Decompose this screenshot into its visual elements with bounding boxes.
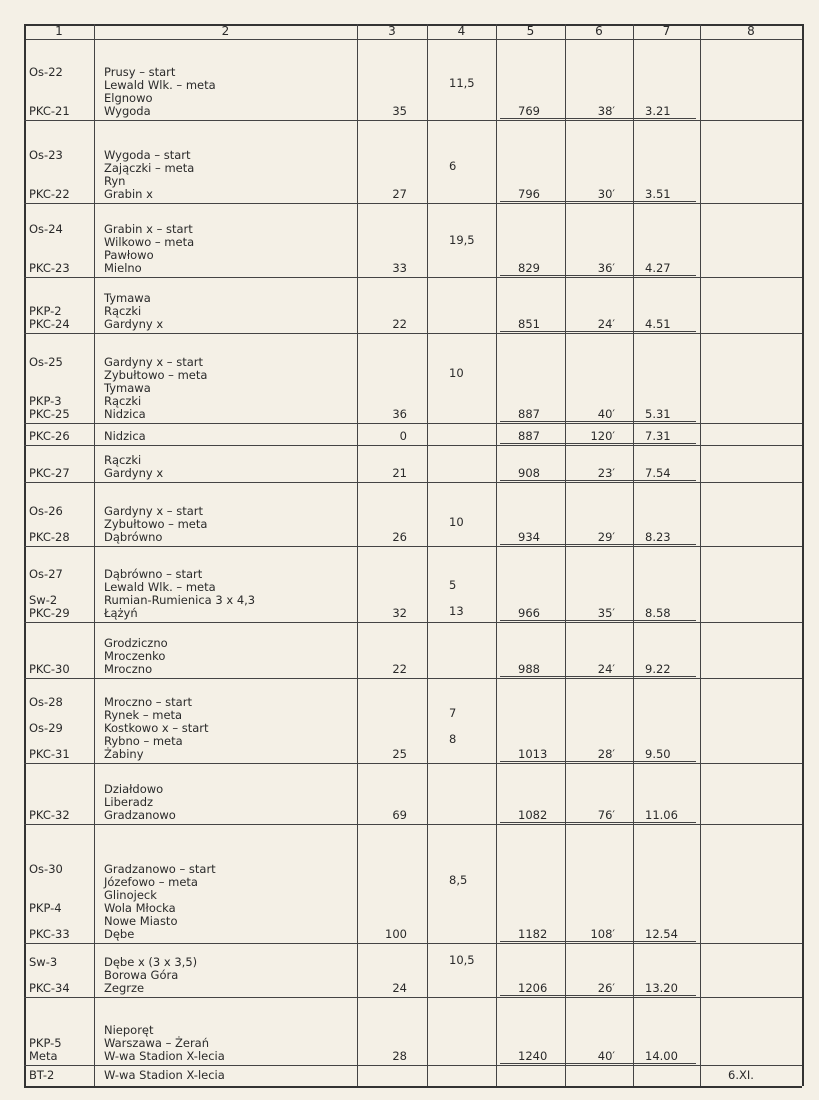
route-place-name: Pawłowo <box>104 248 154 262</box>
stage-code: PKC-24 <box>29 317 70 331</box>
value-underline <box>500 480 696 481</box>
route-place-name: Kostkowo x – start <box>104 721 209 735</box>
route-place-name: Rączki <box>104 304 142 318</box>
row-rule <box>496 423 700 424</box>
route-place-name: Łążyń <box>104 606 138 620</box>
stage-code: PKC-26 <box>29 429 70 443</box>
arrival-time: 4.27 <box>645 261 671 275</box>
cumulative-distance: 988 <box>518 662 540 676</box>
time-allowance: 23′ <box>597 466 615 480</box>
row-rule <box>496 1065 700 1066</box>
date-value: 6.XI. <box>728 1068 754 1082</box>
column-header-7: 7 <box>662 24 671 38</box>
row-rule <box>24 1065 427 1066</box>
route-place-name: Rynek – meta <box>104 708 183 722</box>
stage-code: PKP-3 <box>29 394 62 408</box>
row-rule <box>496 824 700 825</box>
row-rule <box>700 546 802 547</box>
row-rule <box>24 546 427 547</box>
distance-value: 0 <box>399 429 407 443</box>
cumulative-distance: 908 <box>518 466 540 480</box>
row-rule <box>496 622 700 623</box>
row-rule <box>24 203 427 204</box>
cumulative-distance: 934 <box>518 530 540 544</box>
cumulative-distance: 1082 <box>518 808 548 822</box>
route-place-name: Żabiny <box>104 747 144 761</box>
row-rule <box>24 445 427 446</box>
route-place-name: Rączki <box>104 453 142 467</box>
route-place-name: Mroczenko <box>104 649 166 663</box>
row-rule <box>700 763 802 764</box>
route-place-name: Liberadz <box>104 795 154 809</box>
cumulative-distance: 769 <box>518 104 540 118</box>
row-rule <box>427 763 496 764</box>
row-rule <box>24 482 427 483</box>
stage-code: BT-2 <box>29 1068 55 1082</box>
value-underline <box>500 761 696 762</box>
column-rule <box>700 24 701 1086</box>
route-place-name: W-wa Stadion X-lecia <box>104 1068 225 1082</box>
arrival-time: 13.20 <box>645 981 678 995</box>
distance-value: 26 <box>392 530 407 544</box>
route-place-name: Nidzica <box>104 407 146 421</box>
row-rule <box>496 997 700 998</box>
column-header-6: 6 <box>595 24 603 38</box>
route-place-name: Dąbrówno – start <box>104 567 203 581</box>
stage-code: Os-28 <box>29 695 63 709</box>
row-rule <box>427 277 496 278</box>
special-stage-length: 8 <box>449 732 457 746</box>
row-rule <box>427 546 496 547</box>
row-rule <box>427 678 496 679</box>
cumulative-distance: 851 <box>518 317 540 331</box>
route-place-name: Lewald Wlk. – meta <box>104 78 216 92</box>
row-rule <box>700 333 802 334</box>
column-rule <box>24 24 26 1086</box>
route-place-name: Grodziczno <box>104 636 168 650</box>
row-rule <box>427 445 496 446</box>
stage-code: Os-27 <box>29 567 63 581</box>
column-rule <box>633 24 634 1086</box>
special-stage-length: 10,5 <box>449 953 475 967</box>
column-header-1: 1 <box>55 24 63 38</box>
stage-code: PKC-32 <box>29 808 70 822</box>
value-underline <box>500 421 696 422</box>
stage-code: Meta <box>29 1049 58 1063</box>
route-place-name: Nieporęt <box>104 1023 154 1037</box>
row-rule <box>427 943 496 944</box>
value-underline <box>500 443 696 444</box>
stage-code: PKC-31 <box>29 747 70 761</box>
row-rule <box>24 678 427 679</box>
column-header-5: 5 <box>526 24 535 38</box>
cumulative-distance: 796 <box>518 187 540 201</box>
column-rule <box>565 24 566 1086</box>
arrival-time: 14.00 <box>645 1049 678 1063</box>
row-rule <box>24 943 427 944</box>
row-rule <box>427 482 496 483</box>
cumulative-distance: 1013 <box>518 747 548 761</box>
row-rule <box>496 120 700 121</box>
route-place-name: Dębe x (3 x 3,5) <box>104 955 198 969</box>
stage-code: Os-26 <box>29 504 63 518</box>
cumulative-distance: 1206 <box>518 981 548 995</box>
route-place-name: Ryn <box>104 174 126 188</box>
cumulative-distance: 1240 <box>518 1049 548 1063</box>
value-underline <box>500 620 696 621</box>
route-place-name: Dąbrówno <box>104 530 163 544</box>
column-header-3: 3 <box>388 24 396 38</box>
row-rule <box>427 423 496 424</box>
special-stage-length: 8,5 <box>449 873 468 887</box>
distance-value: 35 <box>392 104 407 118</box>
route-place-name: W-wa Stadion X-lecia <box>104 1049 225 1063</box>
value-underline <box>500 331 696 332</box>
stage-code: Os-29 <box>29 721 63 735</box>
time-allowance: 35′ <box>597 606 615 620</box>
distance-value: 36 <box>392 407 407 421</box>
row-rule <box>700 678 802 679</box>
route-place-name: Nowe Miasto <box>104 914 178 928</box>
route-place-name: Wygoda <box>104 104 151 118</box>
row-rule <box>700 824 802 825</box>
special-stage-length: 10 <box>449 515 464 529</box>
row-rule <box>496 546 700 547</box>
route-place-name: Wilkowo – meta <box>104 235 195 249</box>
time-allowance: 24′ <box>597 317 615 331</box>
column-header-2: 2 <box>221 24 230 38</box>
route-place-name: Zybułtowo – meta <box>104 517 208 531</box>
arrival-time: 7.31 <box>645 429 671 443</box>
route-place-name: Prusy – start <box>104 65 176 79</box>
special-stage-length: 10 <box>449 366 464 380</box>
distance-value: 21 <box>392 466 407 480</box>
stage-code: Sw-2 <box>29 593 58 607</box>
route-place-name: Glinojeck <box>104 888 157 902</box>
route-place-name: Rybno – meta <box>104 734 183 748</box>
route-place-name: Gardyny x – start <box>104 355 203 369</box>
arrival-time: 5.31 <box>645 407 671 421</box>
row-rule <box>427 824 496 825</box>
route-place-name: Elgnowo <box>104 91 153 105</box>
row-rule <box>24 763 427 764</box>
row-rule <box>427 622 496 623</box>
row-rule <box>427 203 496 204</box>
time-allowance: 108′ <box>590 927 615 941</box>
distance-value: 27 <box>392 187 407 201</box>
arrival-time: 8.23 <box>645 530 671 544</box>
time-allowance: 26′ <box>597 981 615 995</box>
row-rule <box>427 997 496 998</box>
row-rule <box>496 445 700 446</box>
value-underline <box>500 822 696 823</box>
row-rule <box>496 763 700 764</box>
arrival-time: 12.54 <box>645 927 678 941</box>
special-stage-length: 7 <box>449 706 457 720</box>
distance-value: 22 <box>392 317 407 331</box>
arrival-time: 3.21 <box>645 104 671 118</box>
stage-code: PKC-27 <box>29 466 70 480</box>
stage-code: Os-30 <box>29 862 63 876</box>
row-rule <box>700 445 802 446</box>
special-stage-length: 19,5 <box>449 233 475 247</box>
column-header-4: 4 <box>457 24 466 38</box>
route-place-name: Wygoda – start <box>104 148 191 162</box>
value-underline <box>500 676 696 677</box>
header-bottom-rule <box>24 39 802 40</box>
special-stage-length: 13 <box>449 604 464 618</box>
distance-value: 32 <box>392 606 407 620</box>
time-allowance: 24′ <box>597 662 615 676</box>
time-allowance: 40′ <box>597 407 615 421</box>
row-rule <box>700 1065 802 1066</box>
column-rule <box>357 24 358 1086</box>
row-rule <box>700 482 802 483</box>
time-allowance: 40′ <box>597 1049 615 1063</box>
row-rule <box>24 120 427 121</box>
distance-value: 24 <box>392 981 407 995</box>
route-place-name: Warszawa – Żerań <box>104 1036 210 1050</box>
cumulative-distance: 966 <box>518 606 540 620</box>
stage-code: Os-22 <box>29 65 63 79</box>
route-place-name: Gardyny x – start <box>104 504 203 518</box>
column-rule <box>427 24 428 1086</box>
route-place-name: Mroczno <box>104 662 153 676</box>
stage-code: Os-25 <box>29 355 63 369</box>
route-place-name: Mroczno – start <box>104 695 192 709</box>
time-allowance: 36′ <box>597 261 615 275</box>
row-rule <box>427 1065 496 1066</box>
stage-code: PKP-2 <box>29 304 62 318</box>
route-place-name: Józefowo – meta <box>104 875 198 889</box>
route-place-name: Zajączki – meta <box>104 161 195 175</box>
row-rule <box>700 997 802 998</box>
stage-code: PKC-29 <box>29 606 70 620</box>
route-place-name: Tymawa <box>104 291 151 305</box>
distance-value: 69 <box>392 808 407 822</box>
row-rule <box>496 333 700 334</box>
row-rule <box>700 622 802 623</box>
row-rule <box>24 824 427 825</box>
arrival-time: 8.58 <box>645 606 671 620</box>
row-rule <box>24 333 427 334</box>
table-bottom-rule <box>24 1086 802 1088</box>
time-allowance: 38′ <box>597 104 615 118</box>
route-place-name: Gardyny x <box>104 317 164 331</box>
route-place-name: Gradzanowo – start <box>104 862 216 876</box>
stage-code: PKC-25 <box>29 407 70 421</box>
time-allowance: 76′ <box>597 808 615 822</box>
row-rule <box>700 423 802 424</box>
arrival-time: 4.51 <box>645 317 671 331</box>
special-stage-length: 6 <box>449 159 457 173</box>
column-rule <box>802 24 804 1086</box>
stage-code: PKC-23 <box>29 261 70 275</box>
special-stage-length: 11,5 <box>449 76 475 90</box>
row-rule <box>24 622 427 623</box>
cumulative-distance: 887 <box>518 407 540 421</box>
time-allowance: 29′ <box>597 530 615 544</box>
row-rule <box>700 120 802 121</box>
route-place-name: Tymawa <box>104 381 151 395</box>
column-rule <box>496 24 497 1086</box>
route-place-name: Zybułtowo – meta <box>104 368 208 382</box>
route-place-name: Grabin x <box>104 187 153 201</box>
distance-value: 28 <box>392 1049 407 1063</box>
stage-code: Os-23 <box>29 148 63 162</box>
value-underline <box>500 201 696 202</box>
arrival-time: 9.50 <box>645 747 671 761</box>
route-place-name: Dębe <box>104 927 135 941</box>
stage-code: PKC-30 <box>29 662 70 676</box>
arrival-time: 7.54 <box>645 466 671 480</box>
value-underline <box>500 118 696 119</box>
stage-code: PKC-21 <box>29 104 70 118</box>
route-place-name: Gardyny x <box>104 466 164 480</box>
row-rule <box>496 482 700 483</box>
stage-code: Sw-3 <box>29 955 58 969</box>
value-underline <box>500 275 696 276</box>
arrival-time: 3.51 <box>645 187 671 201</box>
route-place-name: Wola Młocka <box>104 901 176 915</box>
arrival-time: 9.22 <box>645 662 671 676</box>
row-rule <box>496 277 700 278</box>
row-rule <box>700 943 802 944</box>
cumulative-distance: 887 <box>518 429 540 443</box>
column-header-8: 8 <box>747 24 755 38</box>
time-allowance: 30′ <box>597 187 615 201</box>
row-rule <box>427 120 496 121</box>
time-allowance: 120′ <box>590 429 615 443</box>
route-place-name: Lewald Wlk. – meta <box>104 580 216 594</box>
route-place-name: Rumian-Rumienica 3 x 4,3 <box>104 593 256 607</box>
row-rule <box>24 277 427 278</box>
route-place-name: Borowa Góra <box>104 968 179 982</box>
cumulative-distance: 1182 <box>518 927 548 941</box>
special-stage-length: 5 <box>449 578 457 592</box>
route-place-name: Zegrze <box>104 981 145 995</box>
stage-code: PKC-34 <box>29 981 70 995</box>
distance-value: 100 <box>385 927 407 941</box>
route-place-name: Mielno <box>104 261 142 275</box>
row-rule <box>496 943 700 944</box>
distance-value: 25 <box>392 747 407 761</box>
row-rule <box>24 997 427 998</box>
row-rule <box>427 333 496 334</box>
stage-code: PKC-33 <box>29 927 70 941</box>
cumulative-distance: 829 <box>518 261 540 275</box>
distance-value: 22 <box>392 662 407 676</box>
row-rule <box>496 203 700 204</box>
time-allowance: 28′ <box>597 747 615 761</box>
row-rule <box>24 423 427 424</box>
route-place-name: Działdowo <box>104 782 164 796</box>
route-place-name: Grabin x – start <box>104 222 193 236</box>
row-rule <box>496 678 700 679</box>
stage-code: PKP-5 <box>29 1036 62 1050</box>
value-underline <box>500 995 696 996</box>
arrival-time: 11.06 <box>645 808 678 822</box>
value-underline <box>500 941 696 942</box>
value-underline <box>500 544 696 545</box>
stage-code: PKP-4 <box>29 901 62 915</box>
route-place-name: Gradzanowo <box>104 808 176 822</box>
row-rule <box>700 203 802 204</box>
distance-value: 33 <box>392 261 407 275</box>
stage-code: Os-24 <box>29 222 63 236</box>
column-rule <box>94 24 95 1086</box>
route-place-name: Rączki <box>104 394 142 408</box>
stage-code: PKC-22 <box>29 187 70 201</box>
row-rule <box>700 277 802 278</box>
value-underline <box>500 1063 696 1064</box>
stage-code: PKC-28 <box>29 530 70 544</box>
route-place-name: Nidzica <box>104 429 146 443</box>
